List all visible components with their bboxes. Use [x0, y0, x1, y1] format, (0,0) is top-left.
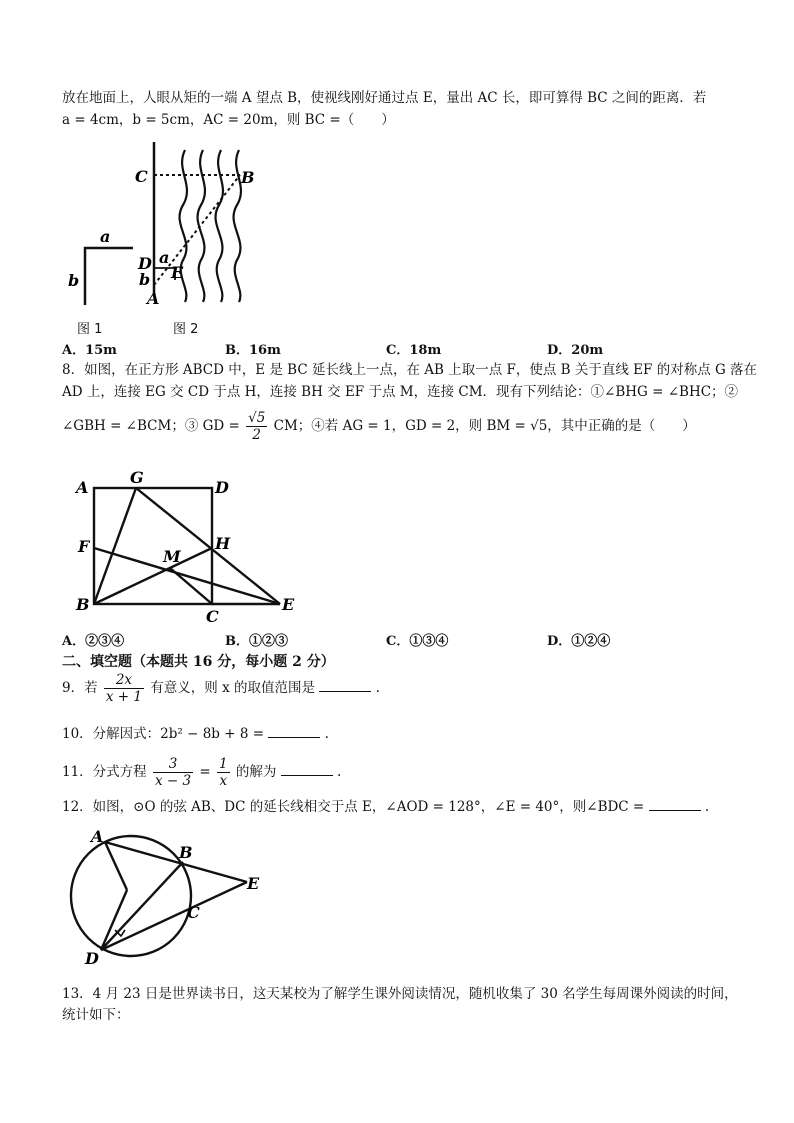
q11 [62, 756, 341, 789]
q7-fig1-right-angle [85, 248, 133, 305]
q8-line-FE [94, 548, 280, 604]
q12-label-B: B [179, 843, 193, 862]
q8-label-G: G [130, 468, 144, 487]
q8-fraction-numerator: √5 [248, 410, 266, 426]
q7-text-line-1: 放在地面上，人眼从矩的一端 A 望点 B，使视线刚好通过点 E，量出 AC 长，即可算得 BC 之间的距离．若 [62, 90, 707, 106]
q9-denominator: x + 1 [105, 689, 142, 705]
q7-option-b[interactable]: B．16m [225, 343, 281, 358]
q7-figure [55, 130, 305, 315]
q9-fraction [104, 672, 144, 705]
q11-right-numerator: 1 [219, 756, 228, 772]
q8-text-line-2: AD 上，连接 EG 交 CD 于点 H，连接 BH 交 EF 于点 M，连接 CM．现有下列结论：①∠BHG = ∠BHC；② [62, 384, 739, 400]
q10-end: . [324, 726, 329, 742]
q7-option-d[interactable]: D．20m [547, 343, 604, 358]
q11-right-denominator: x [219, 773, 228, 789]
q8-label-M: M [163, 547, 181, 566]
q13-text-line-1: 13．4 月 23 日是世界读书日，这天某校为了解学生课外阅读情况，随机收集了 30 名学生每周课外阅读的时间， [62, 986, 738, 1002]
q7-text-line-2: a = 4cm，b = 5cm，AC = 20m，则 BC =（ ） [62, 112, 395, 128]
q7-option-a[interactable]: A．15m [62, 343, 117, 358]
q8-line3-part-a: ∠GBH = ∠BCM；③ GD = [62, 418, 240, 434]
q8-label-D: D [215, 478, 229, 497]
q12-label-E: E [247, 874, 260, 893]
q8-label-B: B [76, 595, 90, 614]
q11-end: . [336, 764, 342, 780]
q12-text: 12．如图，⊙O 的弦 AB、DC 的延长线相交于点 E，∠AOD = 128°，∠E = 40°，则∠BDC = [62, 799, 645, 815]
q10 [62, 723, 329, 744]
q7-fig2-label-C: C [135, 167, 148, 186]
q11-suffix: 的解为 [235, 764, 277, 780]
q11-equals: = [199, 764, 211, 780]
q9-end: . [375, 680, 380, 696]
q9-numerator: 2x [104, 672, 144, 689]
q13-text-line-2: 统计如下： [62, 1007, 130, 1023]
q7-fig2-label-D: D [138, 254, 152, 273]
q7-option-c[interactable]: C．18m [386, 343, 442, 358]
q12-circle-O [71, 836, 191, 956]
q9 [62, 672, 380, 705]
q8-square-ABCD [94, 488, 212, 604]
q8-label-F: F [78, 537, 90, 556]
q11-fraction-left [153, 756, 193, 789]
q7-fig2-label-b: b [139, 270, 151, 289]
q8-label-E: E [282, 595, 295, 614]
q11-fraction-right [217, 756, 230, 789]
q7-fig2-label-B: B [241, 168, 255, 187]
q8-label-A: A [76, 478, 89, 497]
q11-answer-blank[interactable] [281, 761, 333, 776]
q8-option-b[interactable]: B．①②③ [225, 634, 288, 649]
q7-fig1-label-a: a [100, 227, 111, 246]
q9-prefix: 9．若 [62, 680, 98, 696]
q8-line-GE [136, 488, 280, 604]
q8-text-line-3 [62, 410, 696, 443]
q7-fig1-label-b: b [68, 271, 80, 290]
q12-label-C: C [187, 903, 200, 922]
q10-text: 10．分解因式：2b² − 8b + 8 = [62, 726, 265, 742]
q7-fig2-label-E: E [171, 263, 184, 282]
q8-option-d[interactable]: D．①②④ [547, 634, 611, 649]
q8-fraction [246, 410, 267, 443]
q12 [62, 796, 709, 817]
q8-text-line-1: 8．如图，在正方形 ABCD 中，E 是 BC 延长线上一点，在 AB 上取一点 F，使点 B 关于直线 EF 的对称点 G 落在 [62, 362, 758, 378]
q10-answer-blank[interactable] [268, 723, 320, 738]
q8-label-H: H [215, 534, 231, 553]
q12-line-AE [105, 842, 247, 882]
section-2-heading: 二、填空题（本题共 16 分，每小题 2 分） [62, 654, 335, 670]
q11-left-numerator: 3 [153, 756, 193, 773]
q12-end: . [704, 799, 710, 815]
q11-prefix: 11．分式方程 [62, 764, 147, 780]
q8-fraction-denominator: 2 [252, 427, 262, 443]
q7-fig2-label-a: a [159, 248, 170, 267]
q12-line-AO [105, 842, 127, 890]
q7-fig2-label-A: A [147, 289, 160, 308]
q12-figure [65, 826, 285, 971]
q9-answer-blank[interactable] [319, 677, 371, 692]
q12-line-DB [101, 862, 183, 950]
q8-figure [70, 470, 310, 625]
q12-label-A: A [91, 827, 104, 846]
q12-label-D: D [85, 949, 99, 968]
q9-suffix: 有意义，则 x 的取值范围是 [150, 680, 315, 696]
q12-answer-blank[interactable] [649, 796, 701, 811]
q7-fig2-river-waves [180, 150, 241, 302]
q12-line-DE [101, 882, 247, 950]
q8-option-a[interactable]: A．②③④ [62, 634, 125, 649]
q11-left-denominator: x − 3 [154, 773, 192, 789]
q8-line-CM [170, 568, 212, 604]
q7-fig1-caption: 图 1 [77, 322, 103, 337]
q7-fig2-caption: 图 2 [173, 322, 199, 337]
q8-label-C: C [206, 607, 219, 626]
q8-line3-part-b: CM；④若 AG = 1，GD = 2，则 BM = √5，其中正确的是（ ） [273, 418, 696, 434]
q8-option-c[interactable]: C．①③④ [386, 634, 449, 649]
